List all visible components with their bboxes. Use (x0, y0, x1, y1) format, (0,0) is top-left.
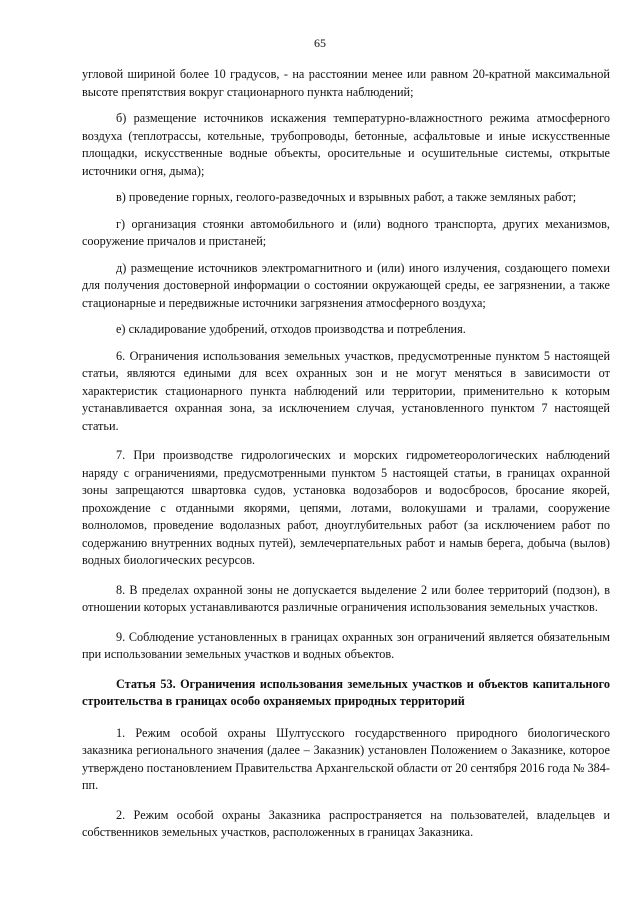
paragraph-item-v: в) проведение горных, геолого-разведочных и взрывных работ, а также земляных работ; (116, 190, 577, 204)
paragraph-item-g: г) организация стоянки автомобильного и (или) водного транспорта, других механизмов, сооружение причалов и пристаней; (82, 216, 610, 248)
paragraph-6: 6. Ограничения использования земельных участков, предусмотренные пунктом 5 настоящей статьи, являются едиными для всех охранных зон и не могут меняться в зависимости от характеристик стационарного пункта наблюдений или территории, применительно к которым устанавливается охранная зона, за исключением случая, установленного пунктом 7 настоящей статьи. (82, 348, 610, 433)
paragraph-8: 8. В пределах охранной зоны не допускается выделение 2 или более территорий (подзон), в отношении которых устанавливаются различные ограничения использования земельных участков. (82, 582, 610, 614)
page-number: 65 (314, 36, 326, 50)
article-heading: Статья 53. Ограничения использования земельных участков и объектов капитального строительства в границах особо охраняемых природных территорий (82, 676, 610, 708)
paragraph-item-d: д) размещение источников электромагнитного и (или) иного излучения, создающего помехи для получения достоверной информации о состоянии окружающей среды, ее загрязнении, а также стационарные и передвижные источники загрязнения атмосферного воздуха; (82, 260, 610, 310)
paragraph-7: 7. При производстве гидрологических и морских гидрометеорологических наблюдений наряду с ограничениями, предусмотренными пунктом 5 настоящей статьи, в границах охранной зоны запрещаются швартовка судов, установка водозаборов и водосбросов, бросание якорей, прохождение с отданными якорями, цепями, лотами, волокушами и тралами, сооружение волноломов, проведение водолазных работ, дноуглубительных работ (за исключением работ по содержанию внутренних водных путей), землечерпательных работ и намыв берега, добыча (вылов) водных биологических ресурсов. (82, 448, 610, 567)
article-paragraph-2: 2. Режим особой охраны Заказника распространяется на пользователей, владельцев и собственников земельных участков, расположенных в границах Заказника. (82, 807, 610, 839)
paragraph-item-e: е) складирование удобрений, отходов производства и потребления. (116, 322, 466, 336)
paragraph-continuation: угловой шириной более 10 градусов, - на расстоянии менее или равном 20-кратной максимальной высоте препятствия вокруг стационарного пункта наблюдений; (82, 67, 610, 99)
article-paragraph-1: 1. Режим особой охраны Шултусского государственного природного биологического заказника регионального значения (далее – Заказник) установлен Положением о Заказнике, которое утверждено постановлением Правительства Архангельской области от 20 сентября 2016 года № 384-пп. (82, 725, 610, 792)
paragraph-item-b: б) размещение источников искажения температурно-влажностного режима атмосферного воздуха (теплотрассы, котельные, трубопроводы, бетонные, асфальтовые и иные искусственные площадки, искусственные водные объекты, оросительные и осушительные системы, открытые источники огня, дыма); (82, 111, 610, 178)
document-body (82, 66, 610, 854)
paragraph-9: 9. Соблюдение установленных в границах охранных зон ограничений является обязательным при использовании земельных участков и водных объектов. (82, 629, 610, 661)
